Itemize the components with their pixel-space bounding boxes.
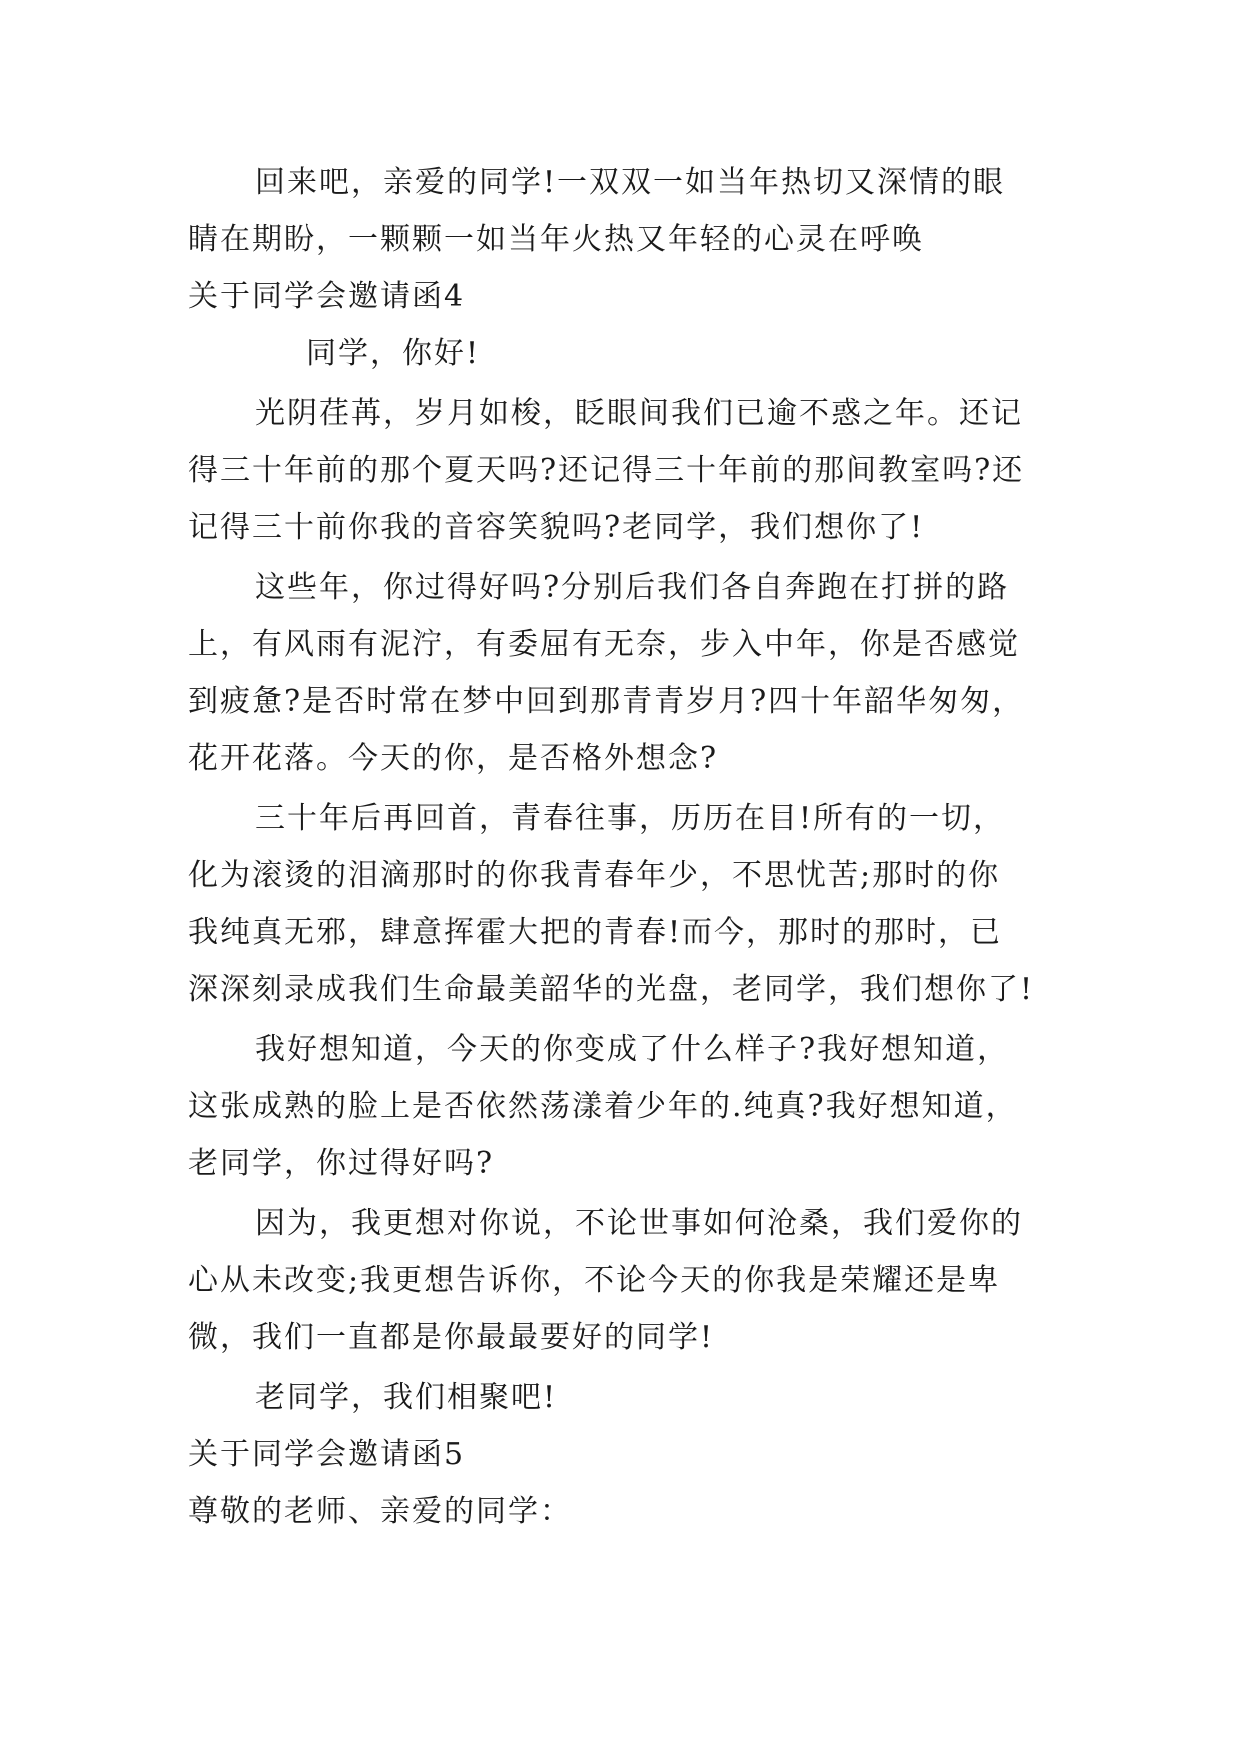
paragraph-line: 老同学，我们相聚吧! (255, 1380, 558, 1415)
paragraph-line: 记得三十前你我的音容笑貌吗?老同学，我们想你了! (188, 510, 925, 545)
paragraph-line: 上，有风雨有泥泞，有委屈有无奈，步入中年，你是否感觉 (188, 627, 1020, 662)
paragraph-line: 因为，我更想对你说，不论世事如何沧桑，我们爱你的 (255, 1206, 1023, 1241)
greeting-line: 同学，你好! (306, 336, 481, 371)
section-heading: 关于同学会邀请函5 (188, 1437, 466, 1472)
paragraph-line: 深深刻录成我们生命最美韶华的光盘，老同学，我们想你了! (188, 972, 1035, 1007)
paragraph-line: 回来吧，亲爱的同学!一双双一如当年热切又深情的眼 (255, 165, 1006, 200)
paragraph-line: 老同学，你过得好吗? (188, 1146, 495, 1181)
salutation-line: 尊敬的老师、亲爱的同学： (188, 1494, 572, 1529)
paragraph-line: 微，我们一直都是你最最要好的同学! (188, 1320, 715, 1355)
paragraph-line: 化为滚烫的泪滴那时的你我青春年少，不思忧苦;那时的你 (188, 858, 1001, 893)
paragraph-line: 花开花落。今天的你，是否格外想念? (188, 741, 719, 776)
paragraph-line: 这张成熟的脸上是否依然荡漾着少年的.纯真?我好想知道， (188, 1089, 1018, 1124)
paragraph-line: 睛在期盼，一颗颗一如当年火热又年轻的心灵在呼唤 (188, 222, 924, 257)
paragraph-line: 心从未改变;我更想告诉你，不论今天的你我是荣耀还是卑 (188, 1263, 1001, 1298)
paragraph-line: 得三十年前的那个夏天吗?还记得三十年前的那间教室吗?还 (188, 453, 1025, 488)
paragraph-line: 三十年后再回首，青春往事，历历在目!所有的一切， (255, 801, 1006, 836)
section-heading: 关于同学会邀请函4 (188, 279, 466, 314)
paragraph-line: 光阴荏苒，岁月如梭，眨眼间我们已逾不惑之年。还记 (255, 396, 1023, 431)
paragraph-line: 我好想知道，今天的你变成了什么样子?我好想知道， (255, 1032, 1010, 1067)
paragraph-line: 我纯真无邪，肆意挥霍大把的青春!而今，那时的那时，已 (188, 915, 1003, 950)
paragraph-line: 这些年，你过得好吗?分别后我们各自奔跑在打拼的路 (255, 570, 1010, 605)
paragraph-line: 到疲惫?是否时常在梦中回到那青青岁月?四十年韶华匆匆， (188, 684, 1025, 719)
